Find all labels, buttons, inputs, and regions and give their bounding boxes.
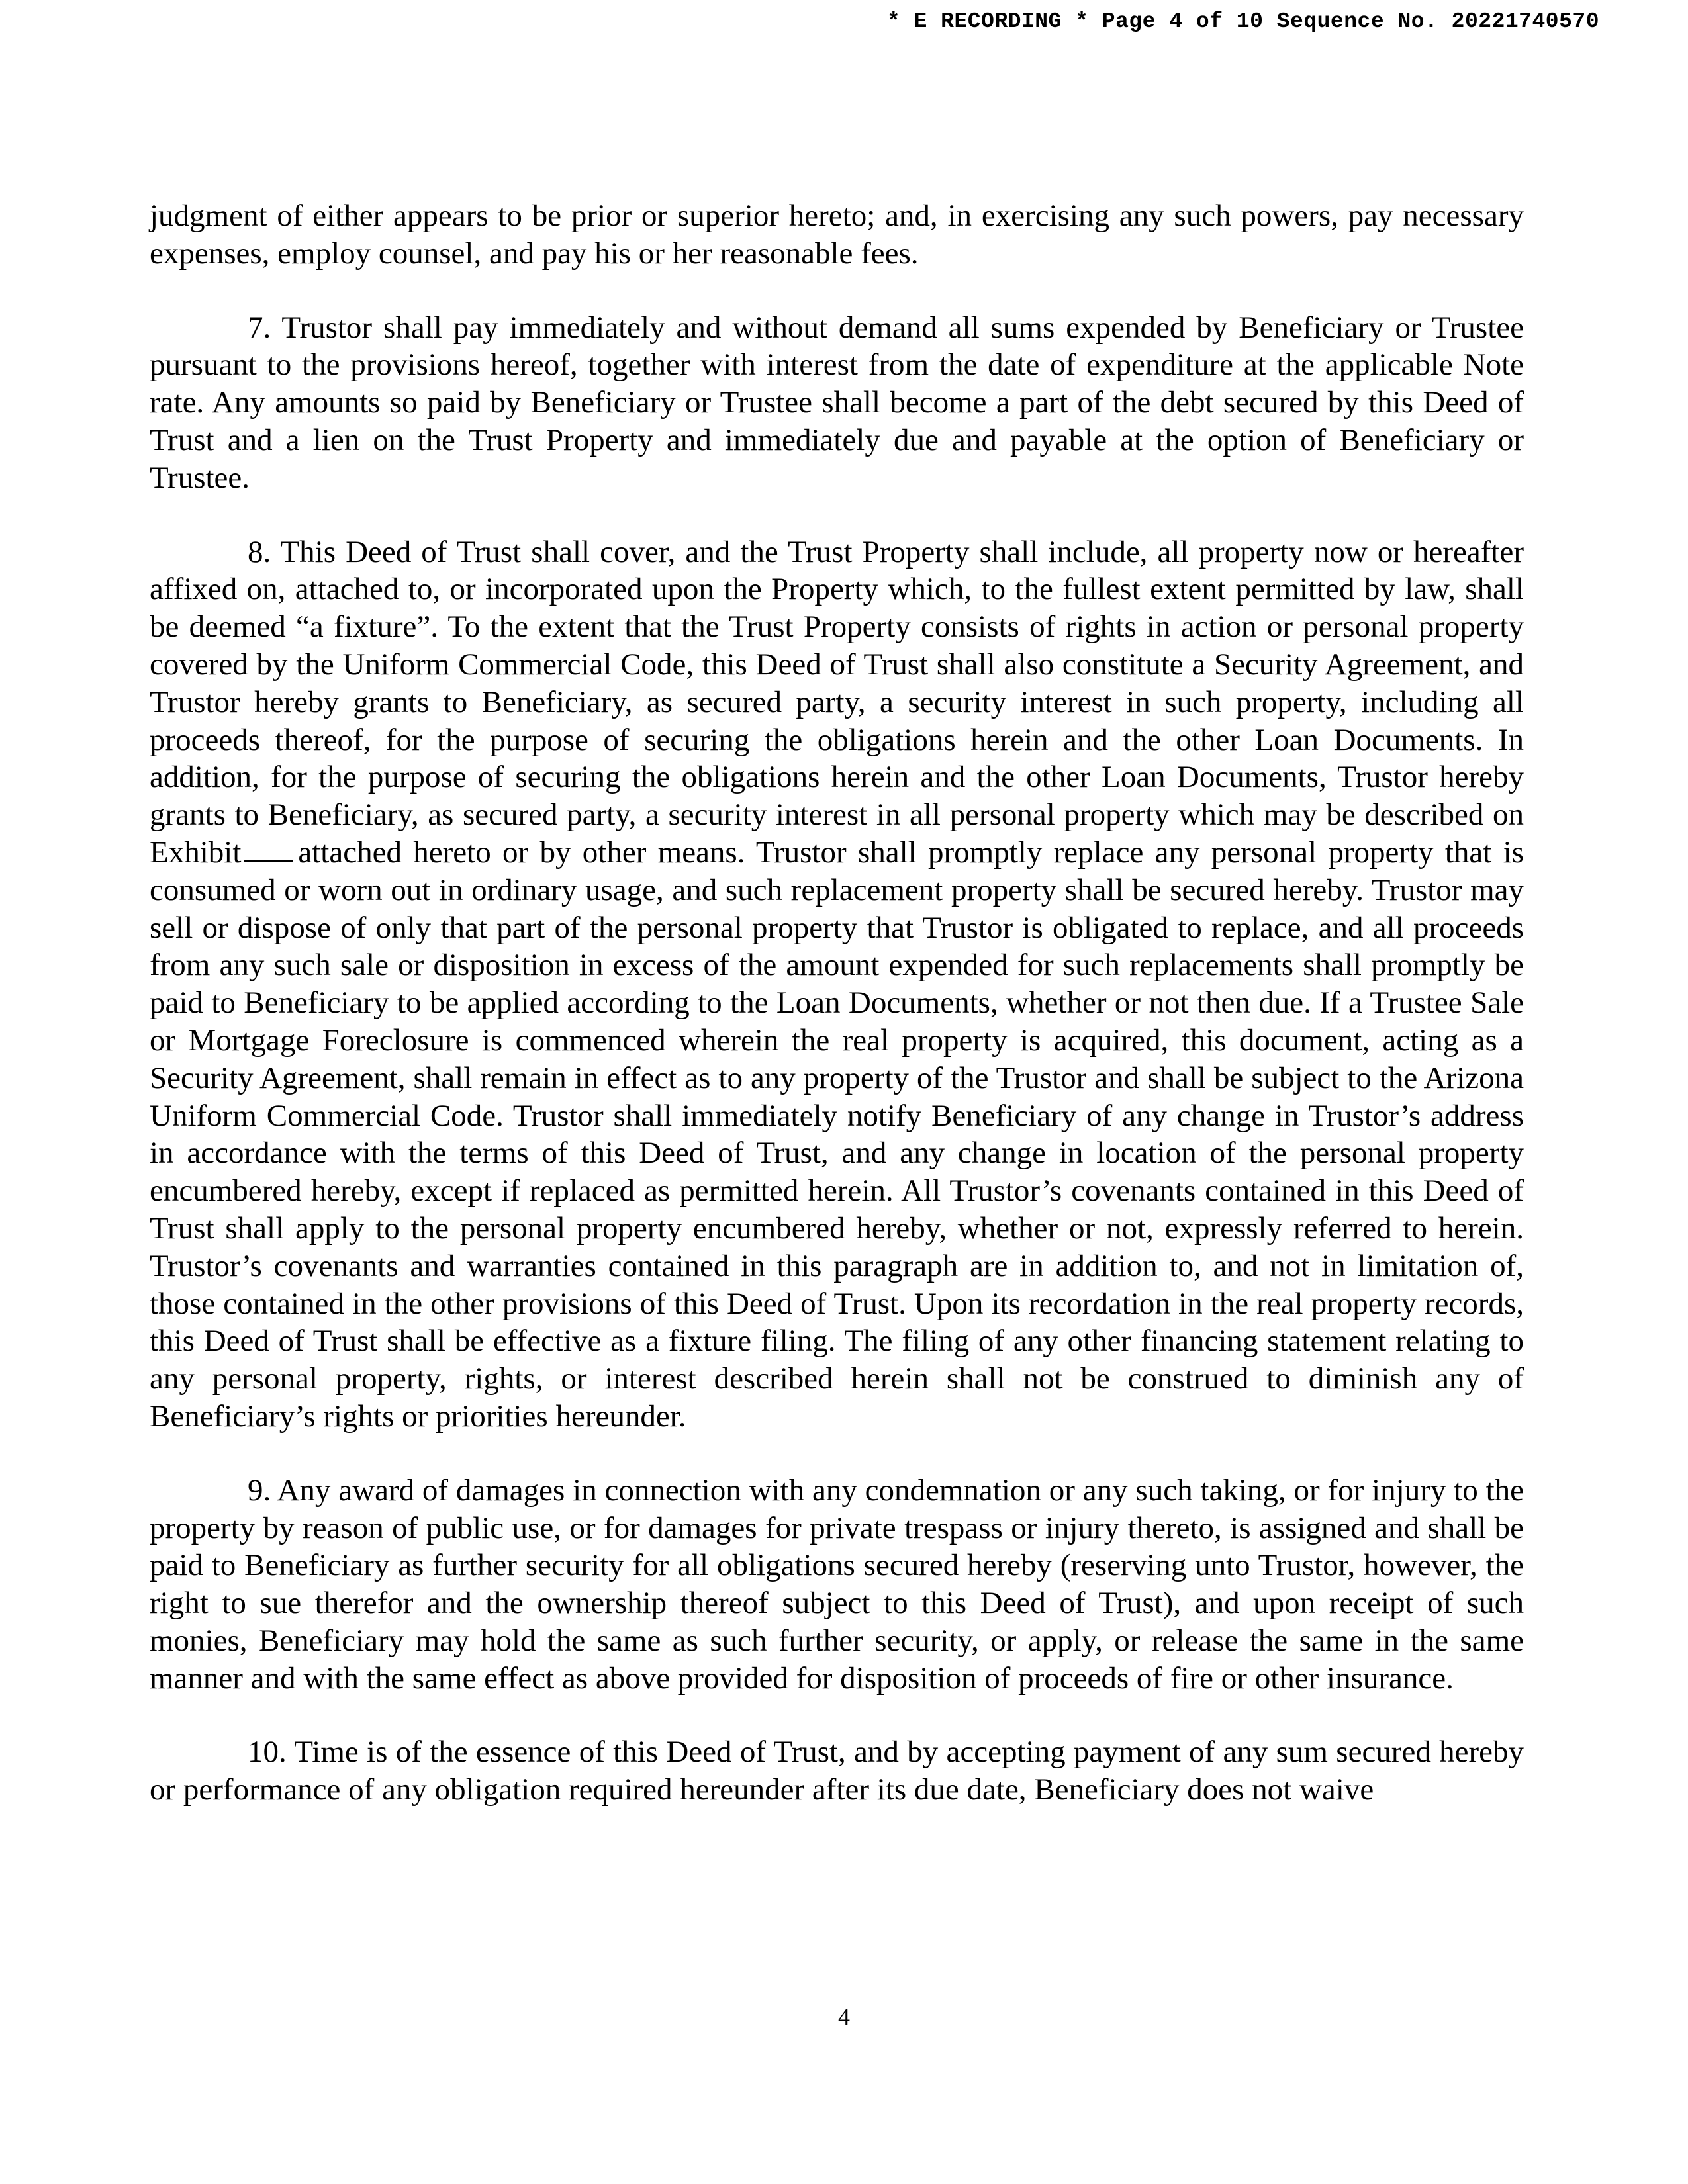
document-body [150,197,1524,1845]
exhibit-blank-line [244,860,293,862]
paragraph-6-continuation: judgment of either appears to be prior or superior hereto; and, in exercising any such powers, pay necessary expenses, employ counsel, and pay his or her reasonable fees. [150,199,1524,271]
paragraph-8-part-1: 8. This Deed of Trust shall cover, and the Trust Property shall include, all property now or hereafter affixed on, attached to, or incorporated upon the Property which, to the fullest extent permitted by law, shall be deemed “a fixture”. To the extent that the Trust Property consists of rights in action or personal property covered by the Uniform Commercial Code, this Deed of Trust shall also constitute a Security Agreement, and Trustor hereby grants to Beneficiary, as secured party, a security interest in such property, including all proceeds thereof, for the purpose of securing the obligations herein and the other Loan Documents. In addition, for the purpose of securing the obligations herein and the other Loan Documents, Trustor hereby grants to Beneficiary, as secured party, a security interest in all personal property which may be described on Exhibit [150,534,1524,870]
page-number: 4 [838,2003,850,2030]
recording-header: * E RECORDING * Page 4 of 10 Sequence No. 20221740570 [886,9,1599,34]
paragraph-9: 9. Any award of damages in connection with any condemnation or any such taking, or for injury to the property by reason of public use, or for damages for private trespass or injury thereto, is assigned and shall be paid to Beneficiary as further security for all obligations secured hereby (reserving unto Trustor, however, the right to sue therefor and the ownership thereof subject to this Deed of Trust), and upon receipt of such monies, Beneficiary may hold the same as such further security, or apply, or release the same in the same manner and with the same effect as above provided for disposition of proceeds of fire or other insurance. [150,1473,1524,1696]
paragraph-8-part-2: attached hereto or by other means. Trustor shall promptly replace any personal property that is consumed or worn out in ordinary usage, and such replacement property shall be secured hereby. Trustor may sell or dispose of only that part of the personal property that Trustor is obligated to replace, and all proceeds from any such sale or disposition in excess of the amount expended for such replacements shall promptly be paid to Beneficiary to be applied according to the Loan Documents, whether or not then due. If a Trustee Sale or Mortgage Foreclosure is commenced wherein the real property is acquired, this document, acting as a Security Agreement, shall remain in effect as to any property of the Trustor and shall be subject to the Arizona Uniform Commercial Code. Trustor shall immediately notify Beneficiary of any change in Trustor’s address in accordance with the terms of this Deed of Trust, and any change in location of the personal property encumbered hereby, except if replaced as permitted herein. All Trustor’s covenants contained in this Deed of Trust shall apply to the personal property encumbered hereby, whether or not, expressly referred to herein. Trustor’s covenants and warranties contained in this paragraph are in addition to, and not in limitation of, those contained in the other provisions of this Deed of Trust. Upon its recordation in the real property records, this Deed of Trust shall be effective as a fixture filing. The filing of any other financing statement relating to any personal property, rights, or interest described herein shall not be construed to diminish any of Beneficiary’s rights or priorities hereunder. [150,835,1524,1433]
paragraph-8 [150,533,1524,1435]
paragraph-10: 10. Time is of the essence of this Deed of Trust, and by accepting payment of any sum secured hereby or performance of any obligation required hereunder after its due date, Beneficiary does not waive [150,1735,1524,1807]
paragraph-7: 7. Trustor shall pay immediately and without demand all sums expended by Beneficiary or Trustee pursuant to the provisions hereof, together with interest from the date of expenditure at the applicable Note rate. Any amounts so paid by Beneficiary or Trustee shall become a part of the debt secured by this Deed of Trust and a lien on the Trust Property and immediately due and payable at the option of Beneficiary or Trustee. [150,310,1524,495]
